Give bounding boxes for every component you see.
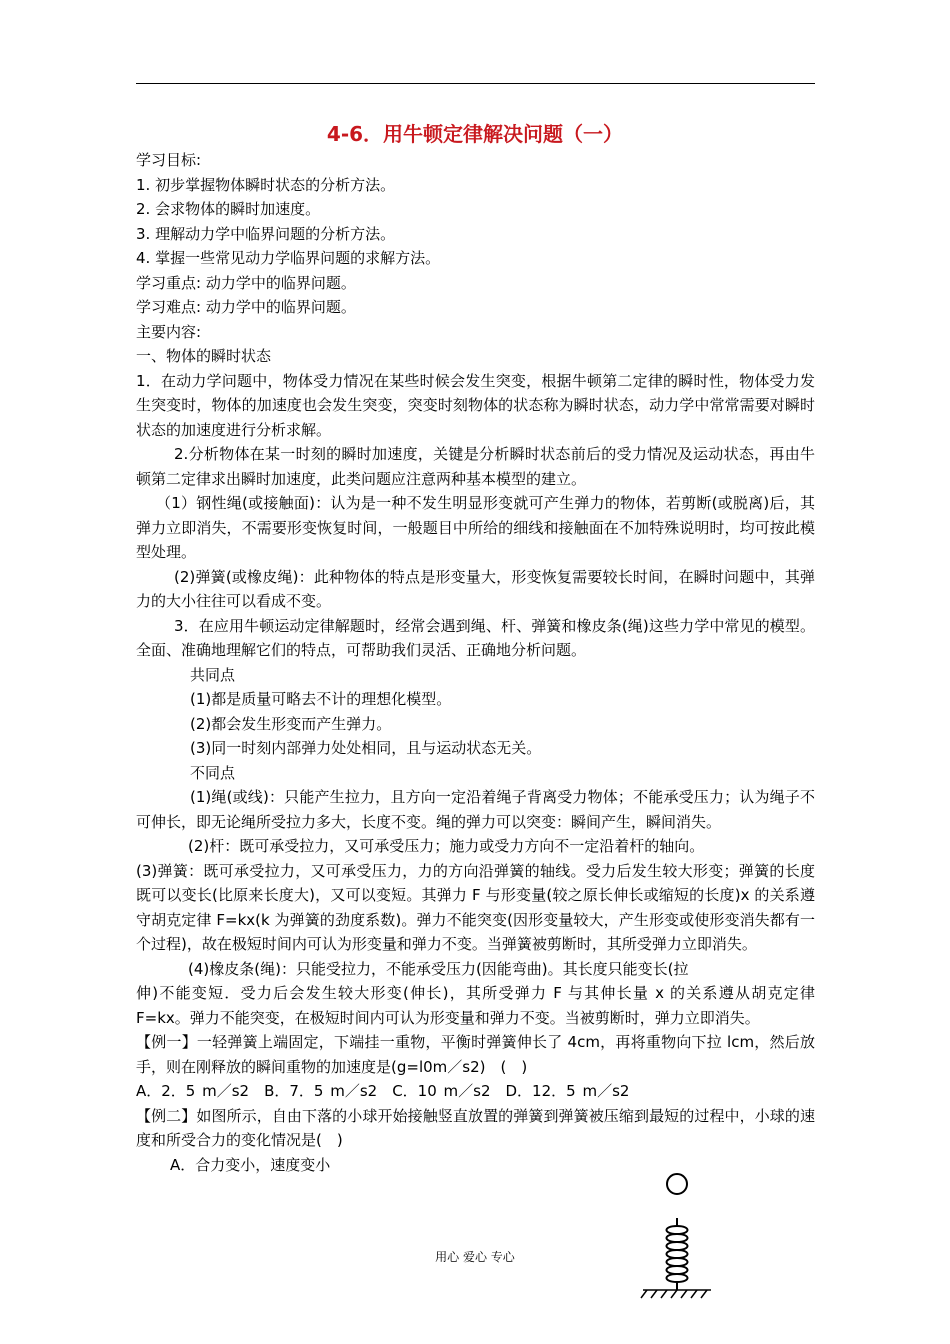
example-1-options: A．2．5 m／s2 B．7．5 m／s2 C．10 m／s2 D．12．5 m／s2 xyxy=(136,1082,630,1100)
difference-2: (2)杆：既可承受拉力，又可承受压力；施力或受力方向不一定沿着杆的轴向。 xyxy=(188,837,705,855)
paragraph-5: 3．在应用牛顿运动定律解题时，经常会遇到绳、杆、弹簧和橡皮条(绳)这些力学中常见的模型。全面、准确地理解它们的特点，可帮助我们灵活、正确地分析问题。 xyxy=(136,616,815,659)
common-heading: 共同点 xyxy=(190,665,236,684)
common-3: (3)同一时刻内部弹力处处相同，且与运动状态无关。 xyxy=(190,739,542,757)
paragraph-3: （1）钢性绳(或接触面)：认为是一种不发生明显形变就可产生弹力的物体，若剪断(或脱离)后，其弹力立即消失，不需要形变恢复时间，一般题目中所给的细线和接触面在不加特殊说明时，均可按此模型处理。 xyxy=(136,494,815,561)
goal-2: 2. 会求物体的瞬时加速度。 xyxy=(136,200,321,218)
common-1: (1)都是质量可略去不计的理想化模型。 xyxy=(190,690,452,708)
goal-3: 3. 理解动力学中临界问题的分析方法。 xyxy=(136,224,396,243)
example-2: 【例二】如图所示，自由下落的小球开始接触竖直放置的弹簧到弹簧被压缩到最短的过程中，小球的速度和所受合力的变化情况是( ) xyxy=(136,1106,815,1149)
goal-4: 4. 掌握一些常见动力学临界问题的求解方法。 xyxy=(136,249,441,267)
example-1: 【例一】一轻弹簧上端固定，下端挂一重物，平衡时弹簧伸长了 4cm，再将重物向下拉 lcm，然后放手，则在刚释放的瞬间重物的加速度是(g=l0m／s2) ( ) xyxy=(136,1033,815,1076)
goals-heading: 学习目标: xyxy=(136,151,202,169)
ball-icon xyxy=(667,1174,687,1194)
difficult-point: 学习难点: 动力学中的临界问题。 xyxy=(136,298,356,316)
example-2-option-a: A．合力变小，速度变小 xyxy=(170,1155,331,1174)
section-1-heading: 一、物体的瞬时状态 xyxy=(136,347,272,365)
difference-heading: 不同点 xyxy=(190,763,236,782)
paragraph-1: 1．在动力学问题中，物体受力情况在某些时候会发生突变，根据牛顿第二定律的瞬时性，物体受力发生突变时，物体的加速度也会发生突变，突变时刻物体的状态称为瞬时状态，动力学中常常需要对瞬时状态的加速度进行分析求解。 xyxy=(136,371,815,439)
paragraph-4: (2)弹簧(或橡皮绳)：此种物体的特点是形变量大，形变恢复需要较长时间，在瞬时问题中，其弹力的大小往往可以看成不变。 xyxy=(136,567,815,610)
key-point: 学习重点: 动力学中的临界问题。 xyxy=(136,273,356,292)
header-rule xyxy=(136,83,815,84)
main-content-heading: 主要内容: xyxy=(136,322,202,341)
common-2: (2)都会发生形变而产生弹力。 xyxy=(190,714,392,733)
difference-1: (1)绳(或线)：只能产生拉力，且方向一定沿着绳子背离受力物体；不能承受压力；认为绳子不可伸长，即无论绳所受拉力多大，长度不变。绳的弹力可以突变：瞬间产生，瞬间消失。 xyxy=(136,788,815,831)
page-title: 4-6．用牛顿定律解决问题（一） xyxy=(326,122,624,146)
ground-icon xyxy=(641,1290,711,1298)
paragraph-2: 2.分析物体在某一时刻的瞬时加速度，关键是分析瞬时状态前后的受力情况及运动状态，再由牛顿第二定律求出瞬时加速度，此类问题应注意两种基本模型的建立。 xyxy=(136,445,815,488)
page-footer: 用心 爱心 专心 xyxy=(435,1250,515,1264)
document-body xyxy=(136,148,815,1177)
difference-3: (3)弹簧：既可承受拉力，又可承受压力，力的方向沿弹簧的轴线。受力后发生较大形变；弹簧的长度既可以变长(比原来长度大)，又可以变短。其弹力 F 与形变量(较之原长伸长或缩短的长度)x 的关系遵守胡克定律 F=kx(k 为弹簧的劲度系数)。弹力不能突变(因形变量较大，产生形变或使形变消失都有一个过程)，故在极短时间内可认为形变量和弹力不变。当弹簧被剪断时，其所受弹力立即消失。 xyxy=(136,861,815,953)
goal-1: 1. 初步掌握物体瞬时状态的分析方法。 xyxy=(136,175,396,194)
ball-spring-figure xyxy=(635,1168,715,1303)
difference-4b: 伸)不能变短．受力后会发生较大形变(伸长)，其所受弹力 F 与其伸长量 x 的关系遵从胡克定律 F=kx。弹力不能突变，在极短时间内可认为形变量和弹力不变。当被剪断时，弹力立即消失。 xyxy=(136,984,815,1027)
difference-4a: (4)橡皮条(绳)：只能受拉力，不能承受压力(因能弯曲)。其长度只能变长(拉 xyxy=(188,959,689,978)
